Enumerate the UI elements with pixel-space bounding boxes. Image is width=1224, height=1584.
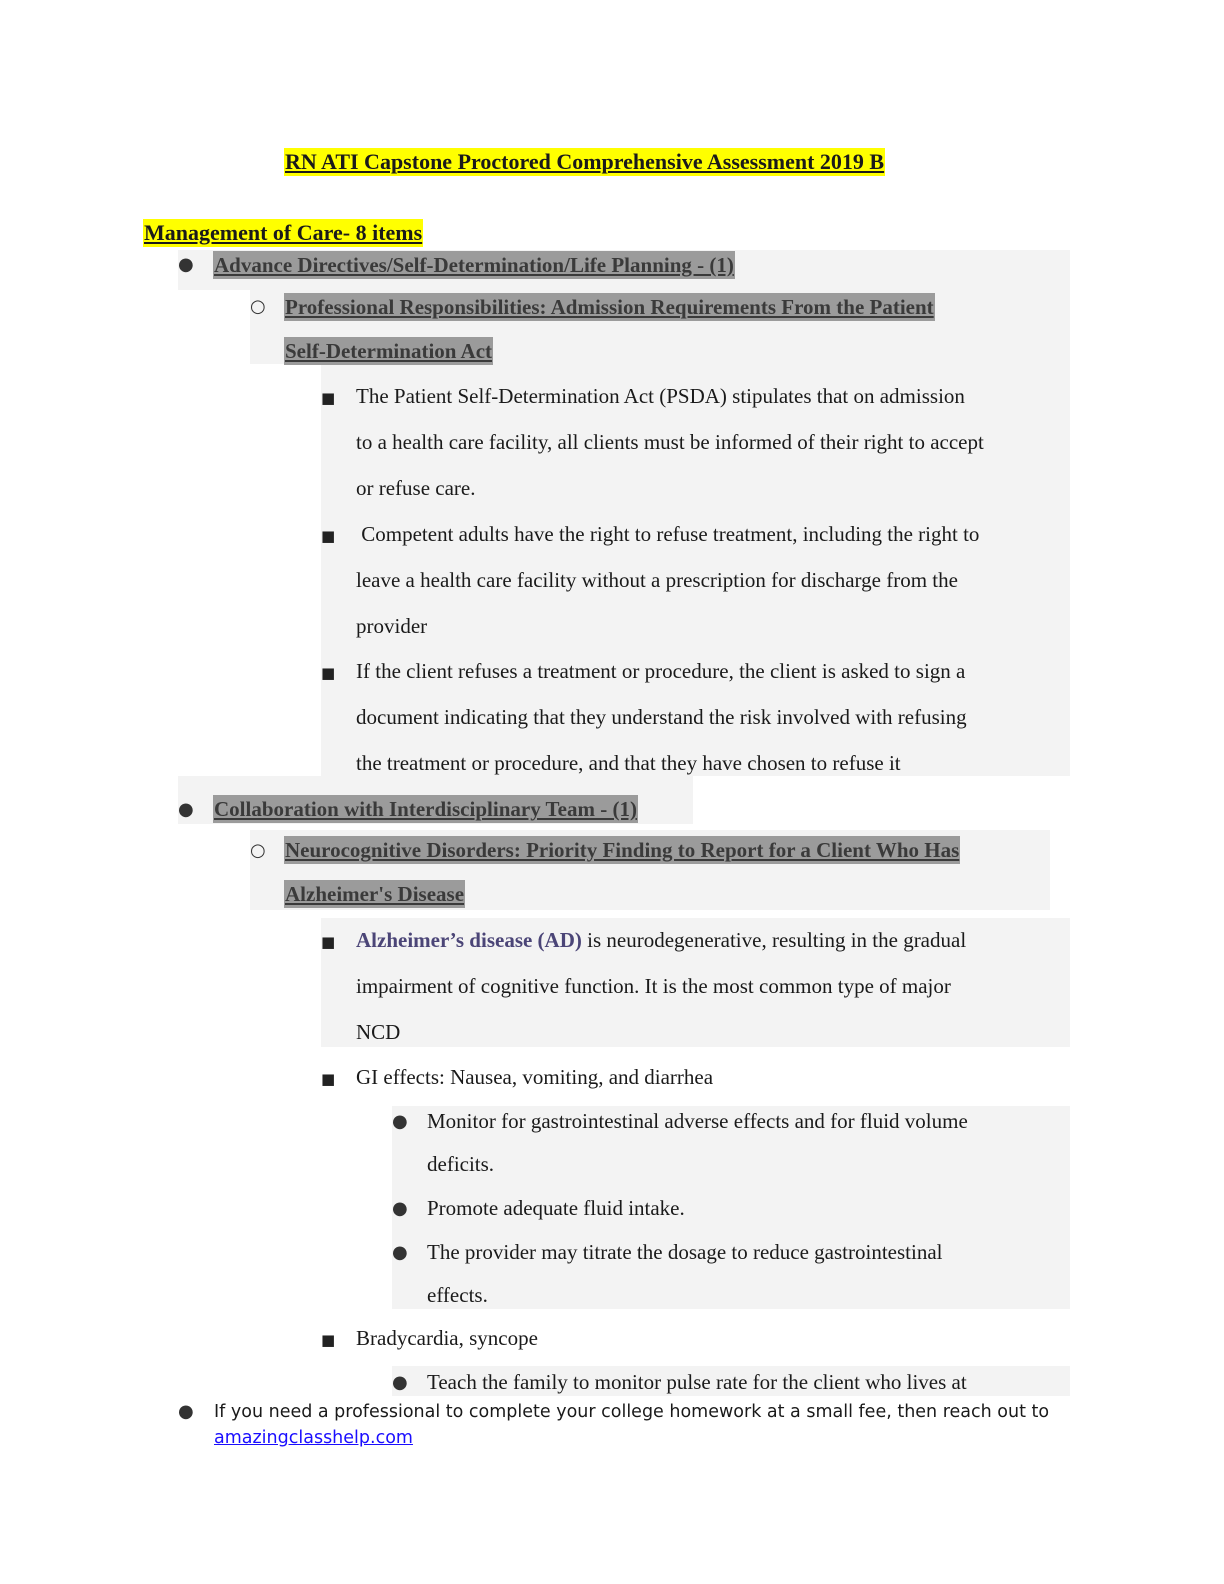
footer-link[interactable]: amazingclasshelp.com [214,1428,413,1448]
bullet-icon: ● [392,1372,408,1393]
bullet-icon: ● [178,254,194,275]
circle-bullet-icon: ○ [250,840,266,861]
gi-sub-line: The provider may titrate the dosage to reduce gastrointestinal [427,1240,943,1264]
topic-subheading: Professional Responsibilities: Admission Requirements From the Patient [285,295,934,319]
bradycardia-sub-line: Teach the family to monitor pulse rate for the client who lives at [427,1370,967,1394]
gi-effects-label: GI effects: Nausea, vomiting, and diarrhea [356,1065,714,1089]
bullet-icon: ● [392,1111,408,1132]
point-line: provider [356,614,428,638]
bullet-icon: ● [178,1401,194,1422]
topic-heading: Collaboration with Interdisciplinary Team - (1) [214,797,637,821]
bradycardia-label: Bradycardia, syncope [356,1326,538,1350]
gi-sub-line: deficits. [427,1152,495,1176]
topic-subheading: Neurocognitive Disorders: Priority Finding to Report for a Client Who Has [285,838,960,862]
point-line: or refuse care. [356,476,476,500]
point-line: impairment of cognitive function. It is the most common type of major [356,974,951,998]
square-bullet-icon: ■ [321,664,336,682]
point-line: If the client refuses a treatment or procedure, the client is asked to sign a [356,659,966,683]
point-line: leave a health care facility without a prescription for discharge from the [356,568,958,592]
bullet-icon: ● [392,1242,408,1263]
bullet-icon: ● [392,1198,408,1219]
point-line: to a health care facility, all clients must be informed of their right to accept [356,430,984,454]
square-bullet-icon: ■ [321,1331,336,1349]
point-line: document indicating that they understand the risk involved with refusing [356,705,967,729]
footer-promo [214,1399,1094,1451]
bullet-icon: ● [178,799,194,820]
footer-text: If you need a professional to complete your college homework at a small fee, then reach out to [214,1402,1050,1422]
point-line: NCD [356,1020,401,1044]
point-line: the treatment or procedure, and that they have chosen to refuse it [356,751,901,775]
gi-sub-line: Promote adequate fluid intake. [427,1196,685,1220]
square-bullet-icon: ■ [321,527,336,545]
topic-heading: Advance Directives/Self-Determination/Life Planning - (1) [214,253,734,277]
point-line: The Patient Self-Determination Act (PSDA) stipulates that on admission [356,384,965,408]
ad-definition-line [356,917,966,963]
topic-subheading-cont: Alzheimer's Disease [285,882,465,906]
square-bullet-icon: ■ [321,933,336,951]
square-bullet-icon: ■ [321,389,336,407]
ad-rest: is neurodegenerative, resulting in the gradual [581,928,967,952]
point-line: Competent adults have the right to refuse treatment, including the right to [356,522,980,546]
document-title: RN ATI Capstone Proctored Comprehensive Assessment 2019 B [285,149,885,174]
section-heading: Management of Care- 8 items [144,220,423,245]
topic-subheading-cont: Self-Determination Act [285,339,493,363]
gi-sub-line: Monitor for gastrointestinal adverse effects and for fluid volume [427,1109,968,1133]
circle-bullet-icon: ○ [250,296,266,317]
gi-sub-line: effects. [427,1283,488,1307]
ad-term: Alzheimer’s disease (AD) [356,928,582,952]
square-bullet-icon: ■ [321,1070,336,1088]
